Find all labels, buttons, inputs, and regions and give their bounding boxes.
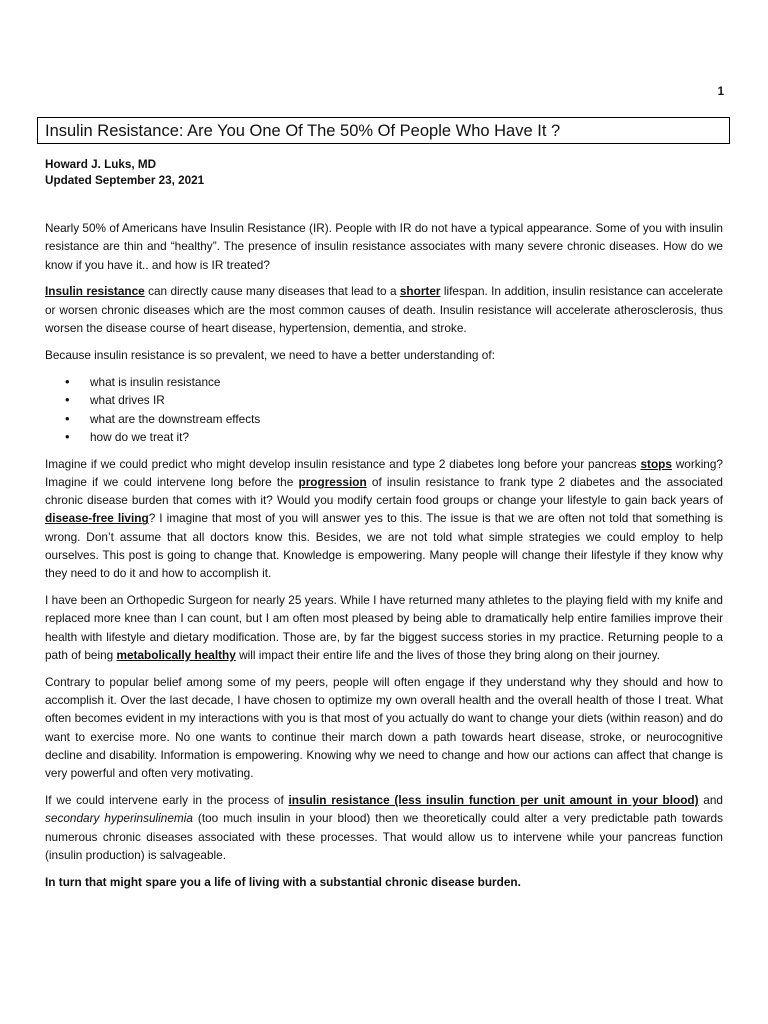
bullet-list	[45, 373, 723, 447]
paragraph-text: working? Imagine if we could intervene long before the	[45, 456, 723, 489]
paragraph-text: (too much insulin in your blood) then we theoretically could alter a very predictable path towards numerous chronic diseases associated with these processes. That would allow us to intervene while your pancreas function (insulin production) is salvageable.	[45, 811, 724, 863]
article-body	[45, 219, 723, 900]
list-item: • what are the downstream effects	[90, 410, 723, 429]
paragraph-closing: In turn that might spare you a life of living with a substantial chronic disease burden.	[45, 874, 521, 889]
paragraph-text: If we could intervene early in the process of	[45, 793, 289, 808]
paragraph-text: can directly cause many diseases that lead to a	[144, 284, 400, 299]
byline	[45, 157, 204, 189]
paragraph-intervene	[45, 791, 723, 864]
paragraph-surgeon	[45, 591, 723, 664]
paragraph-text: of insulin resistance to frank type 2 diabetes and the associated chronic disease burden that comes with it? Would you modify certain food groups or change your lifestyle to gain back years of	[45, 474, 723, 508]
paragraph-text: Imagine if we could predict who might develop insulin resistance and type 2 diabetes long before your pancreas	[45, 456, 641, 471]
page-number: 1	[717, 86, 724, 98]
author-name: Howard J. Luks, MD	[45, 158, 157, 171]
paragraph-text: ? I imagine that most of you will answer yes to this. The issue is that we are often not told that something is wrong. Don’t assume that all doctors know this. Besides, we are not told what simple strategies we could employ to help ourselves. This post is going to change that. Knowledge is empowering. Many people will change their lifestyle if they know why they need to do it and how to accomplish it.	[45, 511, 723, 581]
link-stops[interactable]: stops	[640, 456, 672, 471]
paragraph-insulin-resistance	[45, 282, 723, 337]
paragraph-imagine	[45, 455, 723, 583]
link-shorter[interactable]: shorter	[399, 284, 441, 299]
paragraph-text: lifespan. In addition, insulin resistance can accelerate or worsen chronic diseases which are the most common causes of death. Insulin resistance will accelerate atherosclerosis, thus worsen the disease course of heart disease, hypertension, dementia, and stroke.	[45, 284, 723, 335]
link-disease-free-living[interactable]: disease-free living	[45, 511, 149, 526]
paragraph-text: and	[698, 793, 723, 808]
list-item: • what drives IR	[90, 391, 723, 410]
paragraph-intro: Nearly 50% of Americans have Insulin Resistance (IR). People with IR do not have a typical appearance. Some of you with insulin resistance are thin and “healthy”. The presence of insulin resistance associates with many severe chronic diseases. How do we know if you have it.. and how is IR treated?	[45, 221, 723, 272]
paragraph-text: will impact their entire life and the lives of those they bring along on their journey.	[235, 648, 660, 663]
paragraph-understanding: Because insulin resistance is so prevalent, we need to have a better understanding of:	[45, 347, 495, 362]
link-insulin-resistance[interactable]: Insulin resistance	[45, 284, 145, 299]
link-insulin-resistance-definition[interactable]: insulin resistance (less insulin function per unit amount in your blood)	[288, 793, 699, 808]
updated-date: Updated September 23, 2021	[45, 174, 205, 187]
paragraph-contrary: Contrary to popular belief among some of my peers, people will often engage if they understand why they should and how to accomplish it. Over the last decade, I have chosen to optimize my own overall health and the overall health of those I treat. What often becomes evident in my interactions with you is that most of you actually do want to change your diets (within reason) and do want to exercise more. No one wants to continue their march down a path towards heart disease, stroke, or neurocognitive decline and disability. Information is empowering. Knowing why we need to change and how our actions can affect that change is very powerful and often very motivating.	[45, 674, 723, 781]
list-item: • how do we treat it?	[90, 428, 723, 447]
secondary-hyperinsulinemia-term: secondary hyperinsulinemia	[45, 811, 193, 826]
document-title: Insulin Resistance: Are You One Of The 50% Of People Who Have It ?	[37, 117, 730, 144]
link-metabolically-healthy[interactable]: metabolically healthy	[116, 648, 236, 663]
paragraph-text: I have been an Orthopedic Surgeon for nearly 25 years. While I have returned many athletes to the playing field with my knife and replaced more knee than I can count, but I am often most pleased by being able to dramatically help entire families improve their health with lifestyle and dietary modification. Those are, by far the biggest success stories in my practice. Returning people to a path of being	[45, 593, 723, 663]
list-item: • what is insulin resistance	[90, 373, 723, 392]
link-progression[interactable]: progression	[298, 474, 367, 489]
